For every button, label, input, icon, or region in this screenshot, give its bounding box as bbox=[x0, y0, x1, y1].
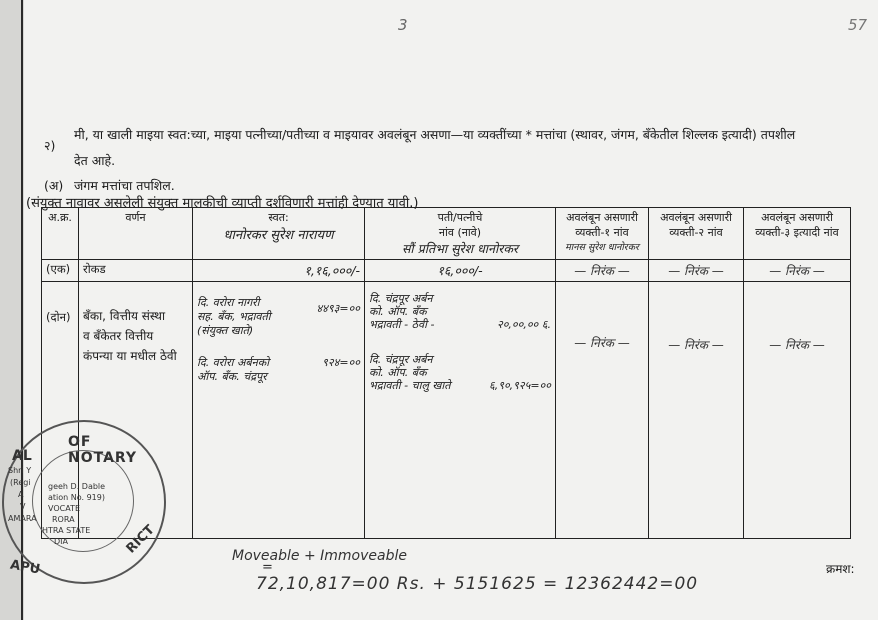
continued-label: क्रमश: bbox=[826, 562, 855, 576]
spouse-deposit-line: दि. चंद्रपूर अर्बन bbox=[369, 292, 433, 305]
joint-ownership-note: (संयुक्त नावावर असलेली संयुक्त मालकीची व्याप्ती दर्शविणारी मत्तांही देण्यात यावी.) bbox=[26, 196, 419, 211]
row2-dep3-nil: — निरंक — bbox=[744, 282, 851, 539]
para-line-2: देत आहे. bbox=[74, 153, 116, 168]
spouse-deposit-amount: २०,००,०० ६. bbox=[496, 318, 551, 331]
seal-line: ation No. 919) bbox=[48, 493, 105, 502]
page-number: 3 bbox=[398, 16, 408, 34]
seal-bottom-text: APU bbox=[8, 557, 42, 578]
header-self bbox=[193, 208, 365, 260]
header-dep2-label: अवलंबून असणारी bbox=[660, 211, 732, 224]
header-spouse bbox=[365, 208, 556, 260]
header-dep3-sub: व्यक्ती-३ इत्यादी नांव bbox=[755, 226, 839, 239]
corner-number: 57 bbox=[848, 16, 868, 34]
self-deposit-line: ऑप. बॅंक. चंद्रपूर bbox=[197, 370, 267, 383]
self-deposit-amount: ९२४=०० bbox=[322, 356, 360, 369]
row1-dep3-nil: — निरंक — bbox=[744, 260, 851, 282]
header-spouse-sub: नांव (नावे) bbox=[438, 226, 482, 239]
header-dep3-label: अवलंबून असणारी bbox=[761, 211, 833, 224]
seal-line: HTRA STATE bbox=[42, 526, 91, 535]
row1-dep2-nil: — निरंक — bbox=[649, 260, 744, 282]
row1-self-cash: १,१६,०००/- bbox=[193, 260, 365, 282]
seal-line: DIA bbox=[54, 537, 68, 546]
header-description: वर्णन bbox=[79, 208, 193, 260]
row2-desc-line: बॅंका, वित्तीय संस्था bbox=[83, 309, 166, 323]
seal-line: (Regi bbox=[10, 478, 31, 487]
row2-sr: (दोन) bbox=[42, 282, 79, 539]
self-deposit-entry bbox=[197, 356, 360, 384]
header-dep1-name: मानस सुरेश धानोरकर bbox=[565, 242, 639, 253]
row1-dep1-nil: — निरंक — bbox=[556, 260, 649, 282]
self-deposit-line: दि. वरोरा नागरी bbox=[197, 296, 260, 309]
sum-label: Moveable + Immoveable bbox=[232, 548, 407, 564]
seal-line: V bbox=[20, 502, 26, 511]
row2-dep1-nil: — निरंक — bbox=[556, 282, 649, 539]
header-dependent-2 bbox=[649, 208, 744, 260]
table-row bbox=[42, 260, 851, 282]
spouse-deposit-amount: ६,९०,९२५=०० bbox=[489, 379, 551, 392]
header-dep1-label: अवलंबून असणारी bbox=[566, 211, 638, 224]
seal-right-text: RICT bbox=[123, 522, 158, 557]
spouse-deposit-line: भद्रावती - चालु खाते bbox=[369, 379, 451, 392]
seal-line: AMARA bbox=[8, 514, 37, 523]
seal-line: RORA bbox=[52, 515, 75, 524]
header-dep2-sub: व्यक्ती-२ नांव bbox=[669, 226, 723, 239]
sum-equals: = bbox=[262, 560, 273, 575]
row2-desc-line: व बॅंकेतर वित्तीय bbox=[83, 329, 154, 343]
row1-desc: रोकड bbox=[79, 260, 193, 282]
self-deposit-entry bbox=[197, 296, 360, 338]
seal-line: geeh D. Dable bbox=[48, 482, 106, 491]
self-deposit-line: दि. वरोरा अर्बनको bbox=[197, 356, 270, 369]
row2-self-deposits bbox=[193, 282, 365, 539]
header-dependent-1 bbox=[556, 208, 649, 260]
row2-desc-line: कंपन्या या मधील ठेवी bbox=[83, 349, 177, 363]
spouse-deposit-line: दि. चंद्रपूर अर्बन bbox=[369, 353, 433, 366]
spouse-deposit-entry bbox=[369, 292, 551, 331]
header-self-name: धानोरकर सुरेश नारायण bbox=[223, 228, 334, 243]
spouse-deposit-line: भद्रावती - ठेवी - bbox=[369, 318, 435, 331]
header-dep1-sub: व्यक्ती-१ नांव bbox=[575, 226, 629, 239]
seal-line: VOCATE bbox=[48, 504, 81, 513]
sum-total: 72,10,817=00 Rs. + 5151625 = 12362442=00 bbox=[256, 574, 699, 594]
row1-spouse-cash: १६,०००/- bbox=[365, 260, 556, 282]
spouse-deposit-line: को. ऑप. बॅंक bbox=[369, 366, 427, 379]
self-deposit-line: सह. बॅंक, भद्रावती bbox=[197, 310, 271, 323]
header-spouse-label: पती/पत्नीचे bbox=[437, 211, 483, 224]
para-line-1: मी, या खाली माइया स्वत:च्या, माइया पत्नीच्या/पतीच्या व माइयावर अवलंबून असणा—या व्यक्तींच्या * मत्तांचा (स्थावर, जंगम, बॅंकेतील शिल्लक इत्यादी) तपशील bbox=[74, 127, 796, 142]
seal-top-text: OF NOTARY bbox=[68, 434, 138, 466]
para-number: २) bbox=[44, 138, 56, 153]
table-header-row bbox=[42, 208, 851, 260]
row1-sr: (एक) bbox=[42, 260, 79, 282]
header-self-label: स्वत: bbox=[268, 211, 289, 224]
notary-seal bbox=[2, 420, 166, 584]
seal-left-text: AL bbox=[12, 448, 32, 464]
self-deposit-line: (संयुक्त खाते) bbox=[197, 324, 254, 337]
row2-spouse-deposits bbox=[365, 282, 556, 539]
self-deposit-amount: ४४९३=०० bbox=[316, 302, 360, 315]
header-sr: अ.क्र. bbox=[42, 208, 79, 260]
spouse-deposit-entry bbox=[369, 353, 551, 392]
header-spouse-name: सौं प्रतिभा सुरेश धानोरकर bbox=[401, 241, 519, 256]
row2-dep2-nil: — निरंक — bbox=[649, 282, 744, 539]
subsection-title: जंगम मत्तांचा तपशिल. bbox=[74, 178, 175, 193]
header-dependent-3 bbox=[744, 208, 851, 260]
seal-line: Shri Y bbox=[8, 466, 32, 475]
seal-line: A bbox=[18, 490, 24, 499]
spouse-deposit-line: को. ऑप. बॅंक bbox=[369, 305, 427, 318]
subsection-label: (अ) bbox=[44, 178, 64, 193]
